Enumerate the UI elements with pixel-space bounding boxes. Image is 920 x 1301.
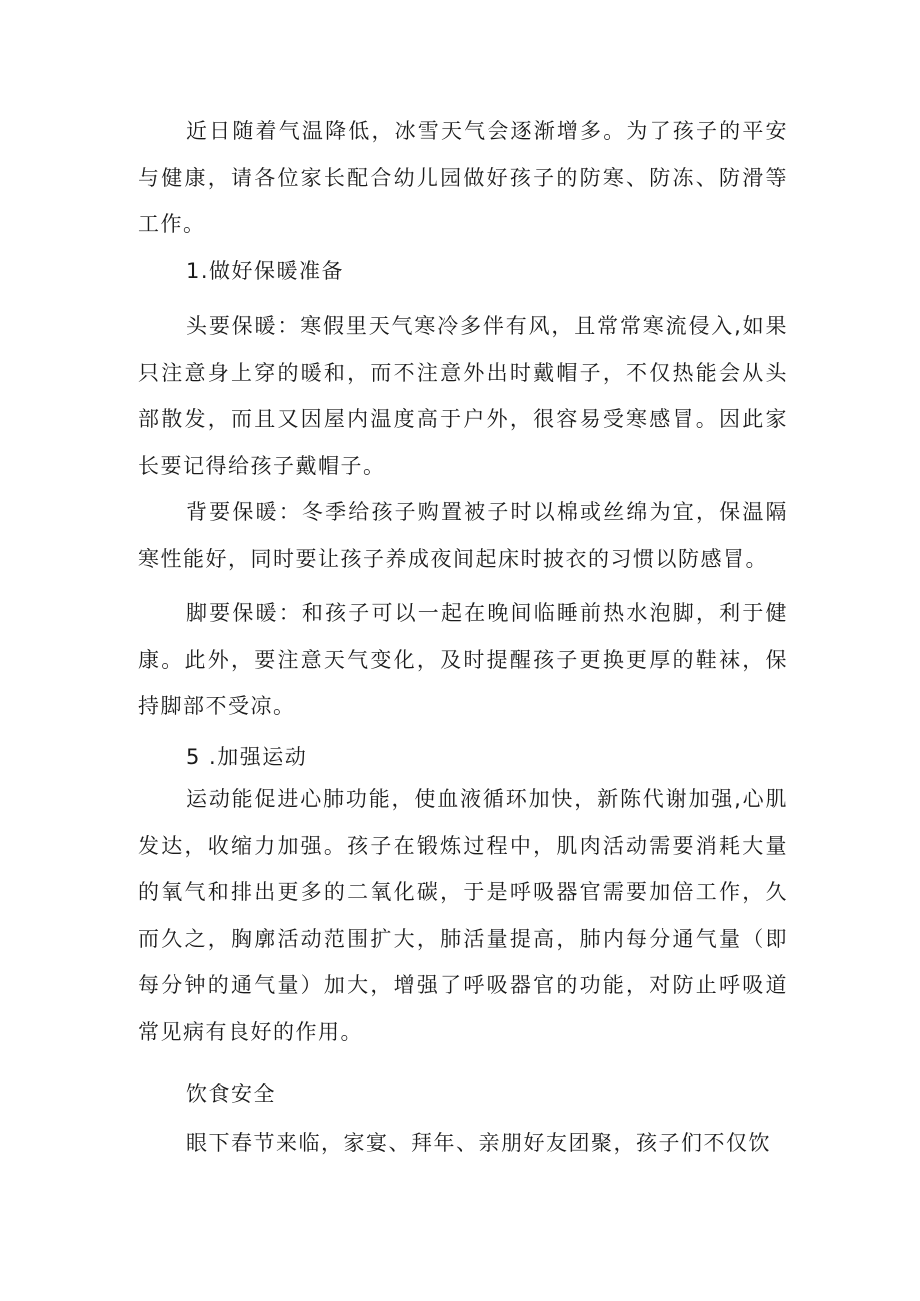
food-safety-paragraph: 眼下春节来临，家宴、拜年、亲朋好友团聚，孩子们不仅饮: [186, 1131, 771, 1155]
heading-food-safety: 饮食安全: [186, 1082, 276, 1106]
heading-exercise: 5 .加强运动: [186, 745, 308, 769]
back-warmth-paragraph: 背要保暖：冬季给孩子购置被子时以棉或丝绵为宜，保温隔寒性能好，同时要让孩子养成夜间起床时披衣的习惯以防感冒。: [138, 500, 788, 571]
intro-paragraph: 近日随着气温降低，冰雪天气会逐渐增多。为了孩子的平安与健康，请各位家长配合幼儿园做好孩子的防寒、防冻、防滑等工作。: [138, 119, 788, 236]
feet-warmth-paragraph: 脚要保暖：和孩子可以一起在晚间临睡前热水泡脚，利于健康。此外，要注意天气变化，及时提醒孩子更换更厚的鞋袜，保持脚部不受凉。: [138, 601, 788, 718]
head-warmth-paragraph: 头要保暖：寒假里天气寒冷多伴有风，且常常寒流侵入,如果只注意身上穿的暖和，而不注意外出时戴帽子，不仅热能会从头部散发，而且又因屋内温度高于户外，很容易受寒感冒。因此家长要记得给孩子戴帽子。: [138, 314, 788, 478]
heading-warmth-preparation: 1.做好保暖准备: [186, 259, 345, 283]
exercise-paragraph: 运动能促进心肺功能，使血液循环加快，新陈代谢加强,心肌发达，收缩力加强。孩子在锻炼过程中，肌肉活动需要消耗大量的氧气和排出更多的二氧化碳，于是呼吸器官需要加倍工作，久而久之，胸廓活动范围扩大，肺活量提高，肺内每分通气量（即每分钟的通气量）加大，增强了呼吸器官的功能，对防止呼吸道常见病有良好的作用。: [138, 787, 788, 1044]
